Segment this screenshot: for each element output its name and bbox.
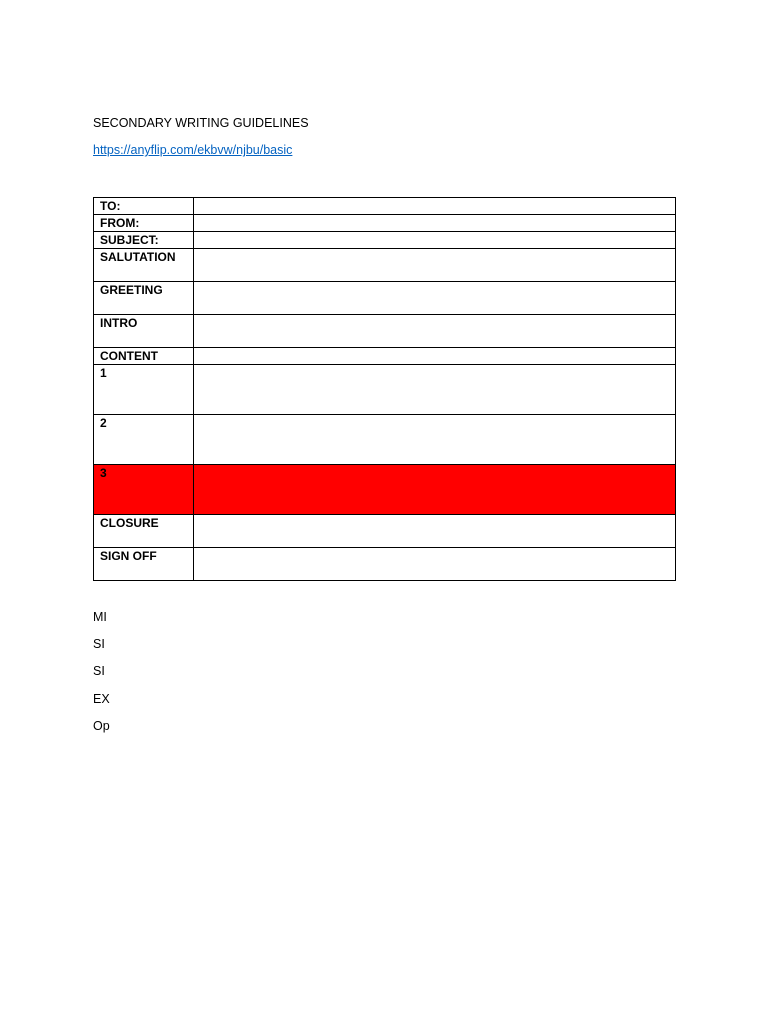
- note-line: SI: [93, 664, 105, 678]
- row-value-cell[interactable]: [194, 465, 676, 515]
- table-row-content: [94, 348, 676, 365]
- row-label: 1: [94, 365, 194, 415]
- table-row-subject: [94, 232, 676, 249]
- row-label: SIGN OFF: [94, 548, 194, 581]
- table-row-from: [94, 215, 676, 232]
- table-row-closure: [94, 515, 676, 548]
- row-value-cell[interactable]: [194, 282, 676, 315]
- row-value-cell[interactable]: [194, 215, 676, 232]
- row-label: FROM:: [94, 215, 194, 232]
- document-title: SECONDARY WRITING GUIDELINES: [93, 116, 309, 130]
- table-row-content-2: [94, 415, 676, 465]
- note-line: SI: [93, 637, 105, 651]
- row-value-cell[interactable]: [194, 198, 676, 215]
- note-line: Op: [93, 719, 110, 733]
- row-label: 2: [94, 415, 194, 465]
- row-value-cell[interactable]: [194, 232, 676, 249]
- document-link[interactable]: https://anyflip.com/ekbvw/njbu/basic: [93, 143, 293, 157]
- row-label: SUBJECT:: [94, 232, 194, 249]
- note-line: MI: [93, 610, 107, 624]
- row-label: INTRO: [94, 315, 194, 348]
- table-row-content-1: [94, 365, 676, 415]
- table-row-greeting: [94, 282, 676, 315]
- table-row-intro: [94, 315, 676, 348]
- row-value-cell[interactable]: [194, 348, 676, 365]
- row-value-cell[interactable]: [194, 365, 676, 415]
- note-line: EX: [93, 692, 110, 706]
- row-label: 3: [94, 465, 194, 515]
- letter-structure-table: [93, 197, 676, 581]
- row-label: GREETING: [94, 282, 194, 315]
- row-label: CLOSURE: [94, 515, 194, 548]
- table-row-content-3-highlighted: [94, 465, 676, 515]
- row-value-cell[interactable]: [194, 249, 676, 282]
- row-value-cell[interactable]: [194, 415, 676, 465]
- row-label: TO:: [94, 198, 194, 215]
- row-label: CONTENT: [94, 348, 194, 365]
- row-value-cell[interactable]: [194, 315, 676, 348]
- row-value-cell[interactable]: [194, 548, 676, 581]
- table-row-sign-off: [94, 548, 676, 581]
- table-row-to: [94, 198, 676, 215]
- row-value-cell[interactable]: [194, 515, 676, 548]
- table-row-salutation: [94, 249, 676, 282]
- row-label: SALUTATION: [94, 249, 194, 282]
